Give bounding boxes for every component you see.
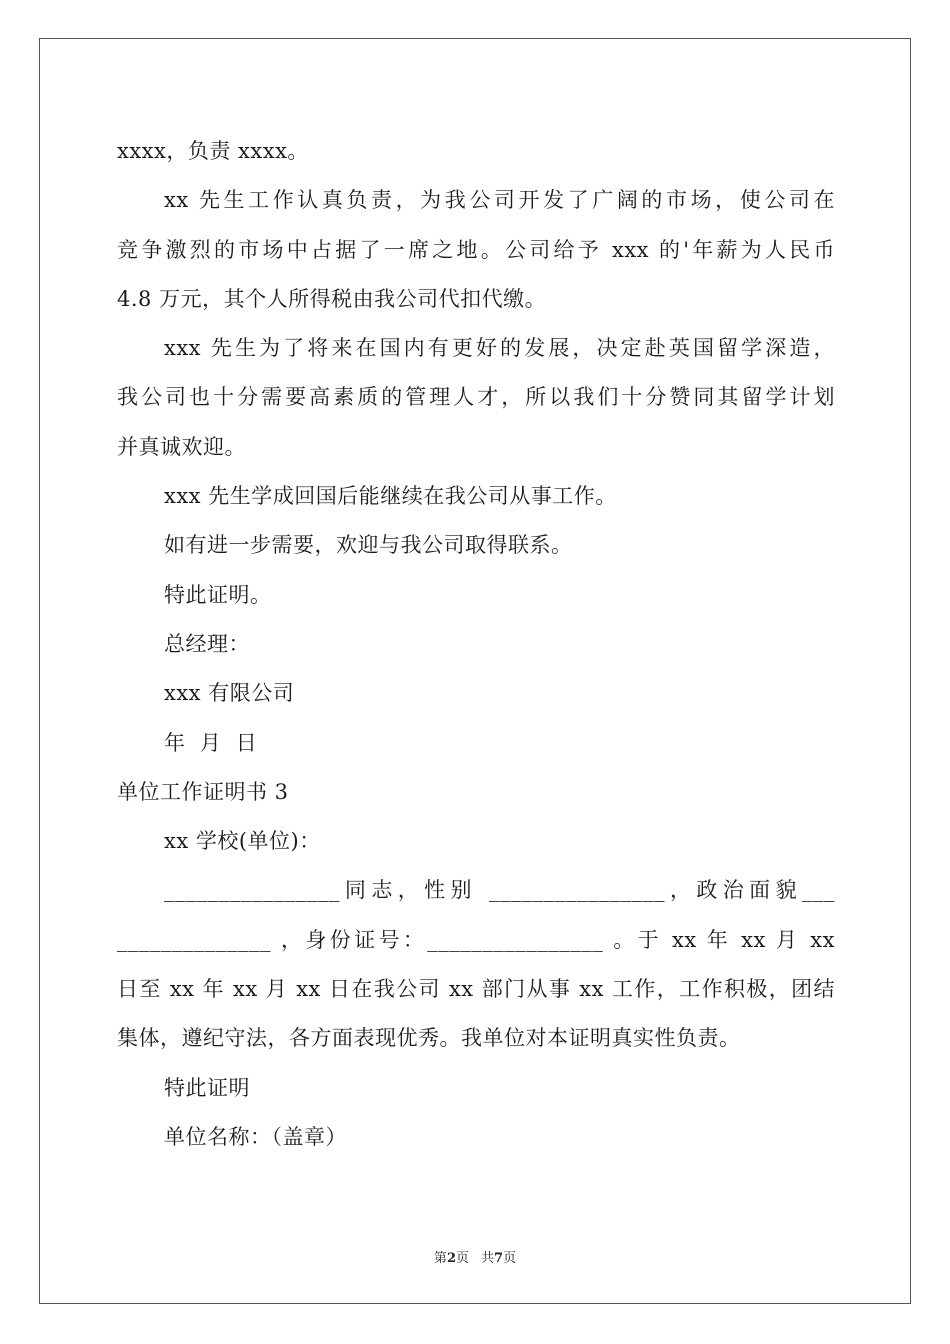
- section-title: 单位工作证明书 3: [117, 779, 289, 804]
- text-line: ______________ ，身份证号：________________ 。于 xx 年 xx 月 xx: [117, 927, 835, 952]
- text-line: xxx 先生学成回国后能继续在我公司从事工作。: [164, 484, 617, 509]
- text-line: xx 学校(单位)：: [164, 829, 321, 854]
- text-line: 并真诚欢迎。: [117, 434, 246, 459]
- text-line: 4.8 万元，其个人所得税由我公司代扣代缴。: [117, 286, 547, 311]
- text-line: xxxx，负责 xxxx。: [117, 139, 309, 163]
- text-line: 我公司也十分需要高素质的管理人才，所以我们十分赞同其留学计划: [117, 385, 835, 410]
- text-line: 年 月 日: [164, 730, 258, 755]
- text-line: xxx 先生为了将来在国内有更好的发展，决定赴英国留学深造，: [164, 336, 835, 361]
- footer-total-prefix: 共: [481, 1251, 495, 1266]
- text-line: xx 先生工作认真负责，为我公司开发了广阔的市场，使公司在: [164, 188, 835, 213]
- text-line: xxx 有限公司: [164, 681, 295, 706]
- footer-prefix: 第: [433, 1251, 447, 1266]
- footer-total-suffix: 页: [503, 1251, 517, 1266]
- text-line: 集体，遵纪守法，各方面表现优秀。我单位对本证明真实性负责。: [117, 1026, 741, 1051]
- text-line: 特此证明: [164, 1075, 250, 1100]
- text-line: 特此证明。: [164, 582, 272, 607]
- footer-total-pages: 7: [494, 1251, 504, 1266]
- text-line: 如有进一步需要，欢迎与我公司取得联系。: [164, 533, 573, 558]
- footer-page-number: 2: [446, 1251, 456, 1266]
- page-footer: [0, 1247, 950, 1266]
- footer-page-suffix: 页: [455, 1251, 469, 1266]
- text-line: 竞争激烈的市场中占据了一席之地。公司给予 xxx 的'年薪为人民币: [117, 237, 835, 262]
- text-line: 单位名称：（盖章）: [164, 1124, 347, 1149]
- text-line: 日至 xx 年 xx 月 xx 日在我公司 xx 部门从事 xx 工作，工作积极，团结: [117, 977, 835, 1002]
- document-body: [117, 127, 835, 1162]
- text-line: 总经理：: [164, 631, 250, 656]
- text-line: ________________同志，性别 ________________，政治面貌___: [164, 878, 835, 903]
